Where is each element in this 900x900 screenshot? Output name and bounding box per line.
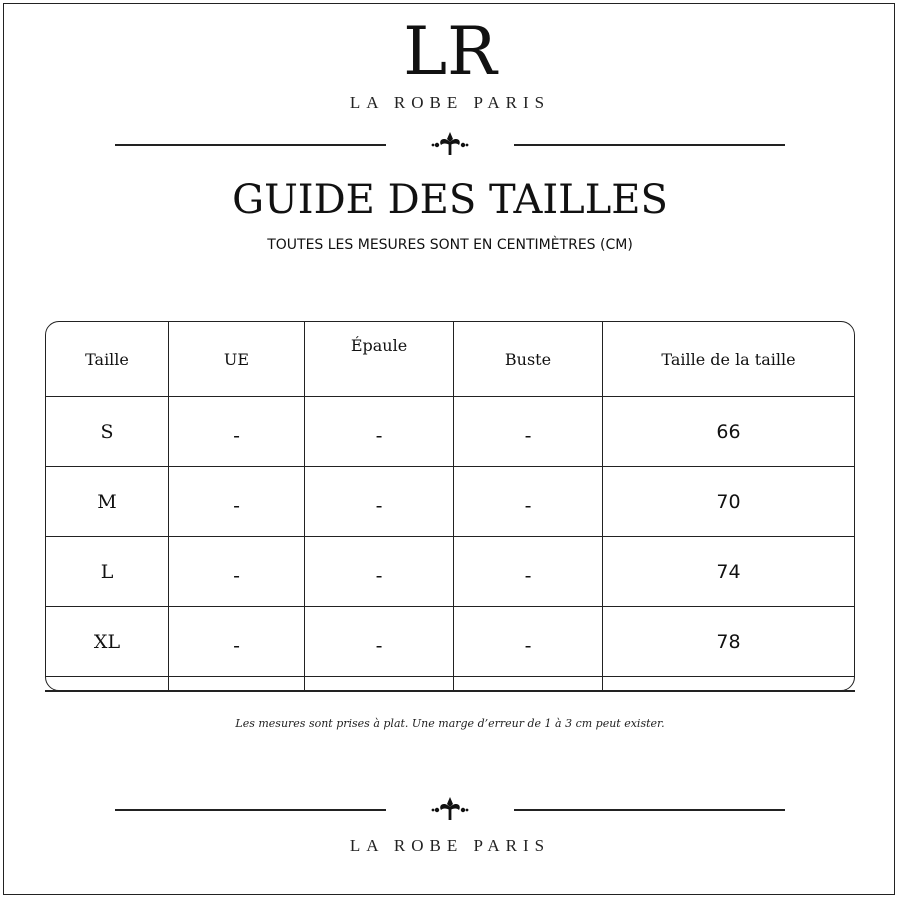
divider-line-left — [115, 809, 386, 811]
table-cell: M — [46, 467, 169, 537]
column-header: Taille de la taille — [603, 322, 855, 397]
table-cell: 78 — [603, 607, 855, 677]
table-underline — [45, 690, 855, 692]
table-row — [46, 397, 854, 467]
table-cell — [305, 677, 454, 692]
table-cell: - — [169, 607, 305, 677]
page-subtitle: TOUTES LES MESURES SONT EN CENTIMÈTRES (CM) — [267, 237, 633, 253]
table-row — [46, 677, 854, 692]
table-cell: L — [46, 537, 169, 607]
fleur-de-lis-icon — [430, 795, 470, 825]
table-cell — [603, 677, 855, 692]
divider-line-left — [115, 144, 386, 146]
table-cell: 66 — [603, 397, 855, 467]
table-row — [46, 537, 854, 607]
top-divider — [115, 130, 785, 160]
divider-line-right — [514, 144, 785, 146]
table-cell — [46, 677, 169, 692]
table-header-row — [46, 322, 854, 397]
measurement-note: Les mesures sont prises à plat. Une marge d’erreur de 1 à 3 cm peut exister. — [235, 717, 665, 730]
table-cell: - — [305, 607, 454, 677]
table-row — [46, 607, 854, 677]
page-title: GUIDE DES TAILLES — [232, 177, 668, 223]
brand-name-top: LA ROBE PARIS — [349, 93, 551, 112]
logo-monogram: LR — [403, 13, 497, 90]
table-row — [46, 467, 854, 537]
table-cell: 74 — [603, 537, 855, 607]
table-cell — [454, 677, 603, 692]
table-cell: - — [454, 537, 603, 607]
bottom-divider — [115, 795, 785, 825]
divider-line-right — [514, 809, 785, 811]
table-cell: - — [454, 467, 603, 537]
table-cell: - — [169, 397, 305, 467]
brand-name-bottom: LA ROBE PARIS — [349, 836, 551, 855]
size-table — [45, 321, 855, 691]
column-header: Taille — [46, 322, 169, 397]
table-cell: - — [454, 397, 603, 467]
table-cell — [169, 677, 305, 692]
table-cell: - — [305, 397, 454, 467]
column-header: Buste — [454, 322, 603, 397]
table-cell: - — [169, 467, 305, 537]
table-cell: - — [169, 537, 305, 607]
column-header: UE — [169, 322, 305, 397]
table-cell: - — [305, 467, 454, 537]
table-cell: XL — [46, 607, 169, 677]
table-cell: S — [46, 397, 169, 467]
column-header: Épaule — [305, 322, 454, 397]
fleur-de-lis-icon — [430, 130, 470, 160]
table-cell: - — [305, 537, 454, 607]
table-cell: 70 — [603, 467, 855, 537]
table-cell: - — [454, 607, 603, 677]
